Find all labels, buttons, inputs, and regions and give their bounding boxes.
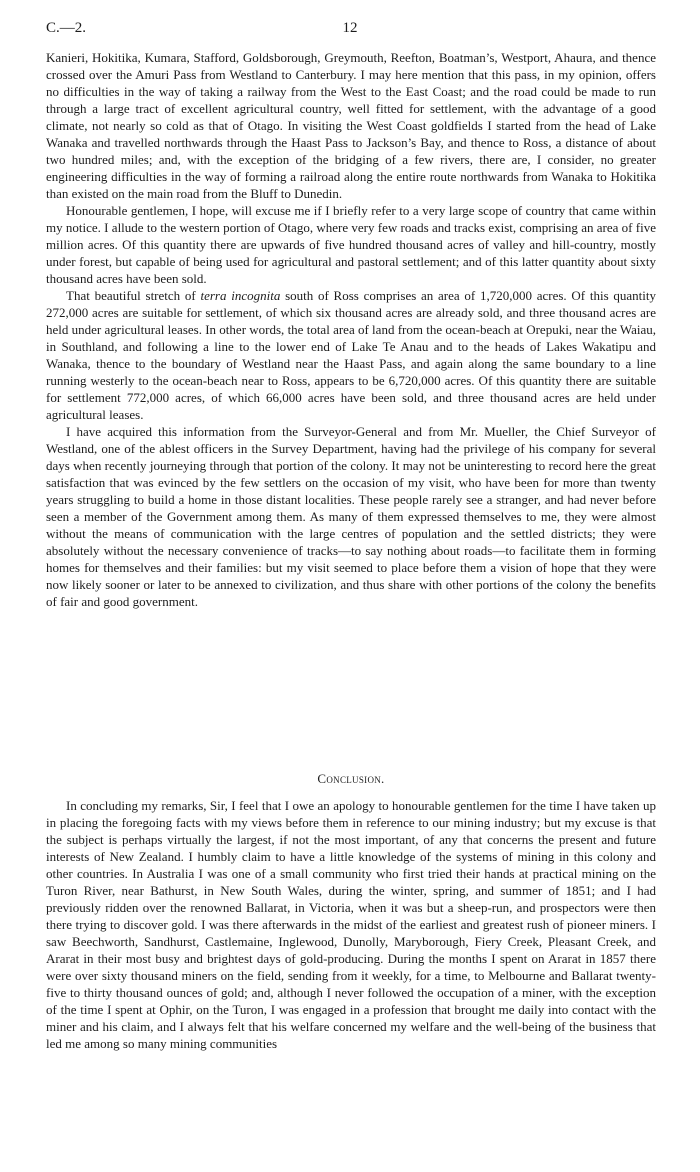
paragraph-terra-incognita (46, 287, 656, 423)
terra-italic-text: terra incognita (200, 288, 281, 303)
body-text-upper (46, 49, 656, 610)
running-header (46, 20, 654, 42)
terra-rest-text: south of Ross comprises an area of 1,720,000 acres. Of this quantity 272,000 acres are suitable for settlement, of which six thousand acres are already sold, and three thousand acres are held under agricultural leases. In other words, the total area of land from the ocean-beach at Orepuki, near the Waiau, in Southland, and following a line to the lower end of Lake Te Anau and to the heads of Lakes Wakatipu and Wanaka, thence to the boundary of Westland near the Haast Pass, and again along the same boundary to a line running westerly to the ocean-beach near to Ross, appears to be 6,720,000 acres. Of this quantity there are suitable for settlement 772,000 acres, of which 66,000 acres have been sold, and three thousand acres are held under agricultural leases. (46, 288, 656, 422)
page-number: 12 (342, 20, 358, 36)
section-heading-conclusion: Conclusion. (317, 771, 385, 786)
paragraph-surveyor-general: I have acquired this information from the Surveyor-General and from Mr. Mueller, the Chief Surveyor of Westland, one of the ablest officers in the Survey Department, having had the privilege of his company for several days when recently journeying through that portion of the colony. It may not be uninteresting to record here the great satisfaction that was evinced by the few settlers on the occasion of my visit, who have been for more than twenty years struggling to build a home in those distant localities. These people rarely see a stranger, and had never before seen a member of the Government among them. As many of them expressed themselves to me, they were almost without the means of communication with the large centres of population and the settled districts; they were absolutely without the necessary convenience of tracks—to say nothing about roads—to facilitate them in forming homes for themselves and their families: but my visit seemed to place before them a vision of hope that they were now likely sooner or later to be annexed to civilization, and thus share with other portions of the colony the benefits of fair and good government. (46, 424, 656, 609)
paragraph-western-otago: Honourable gentlemen, I hope, will excuse me if I briefly refer to a very large scope of country that came within my notice. I allude to the western portion of Otago, where very few roads and tracks exist, comprising an area of five million acres. Of this quantity there are upwards of five hundred thousand acres of valley and hill-country, mostly under forest, but capable of being used for agricultural and pastoral settlement; and of this latter quantity about sixty thousand acres have been sold. (46, 203, 656, 286)
paragraph-conclusion: In concluding my remarks, Sir, I feel that I owe an apology to honourable gentlemen for the time I have taken up in placing the foregoing facts with my views before them in reference to our mining industry; but my excuse is that the subject is perhaps virtually the largest, if not the most important, of any that concerns the present and future interests of New Zealand. I humbly claim to have a little knowledge of the systems of mining in this colony and other countries. In Australia I was one of a small community who first tried their hands at practical mining on the Turon River, near Bathurst, in New South Wales, during the winter, spring, and summer of 1851; and I had previously ridden over the renowned Ballarat, in Victoria, when it was but a sheep-run, and prospectors were then there trying to discover gold. I was there afterwards in the midst of the earliest and greatest rush of pioneer miners. I saw Beechworth, Sandhurst, Castlemaine, Inglewood, Dunolly, Maryborough, Fiery Creek, Pleasant Creek, and Ararat in their most busy and brightest days of gold-producing. During the months I spent on Ararat in 1857 there were over sixty thousand miners on the field, sending from it weekly, for a time, to Melbourne and Ballarat twenty-five to thirty thousand ounces of gold; and, although I never followed the occupation of a miner, with the exception of the time I spent at Ophir, on the Turon, I was engaged in a profession that brought me daily into contact with the miner and his claim, and I always felt that his welfare concerned my welfare and the well-being of the business that led me among so many mining communities (46, 798, 656, 1051)
terra-lead-text: That beautiful stretch of (66, 288, 201, 303)
paper-reference: C.—2. (46, 20, 87, 36)
body-text-lower (46, 797, 656, 1052)
paragraph-continued: Kanieri, Hokitika, Kumara, Stafford, Goldsborough, Greymouth, Reefton, Boatman’s, Westport, Ahaura, and thence crossed over the Amuri Pass from Westland to Canterbury. I may here mention that this pass, in my opinion, offers no difficulties in the way of taking a railway from the West to the East Coast; and the road could be made to run through a large tract of excellent agricultural country, well fitted for settlement, with the advantage of a good climate, not nearly so cold as that of Otago. In visiting the West Coast goldfields I started from the head of Lake Wanaka and travelled northwards through the Haast Pass to Jackson’s Bay, and thence to Ross, a distance of about two hundred miles; and, with the exception of the bridging of a few rivers, there are, I consider, no greater engineering difficulties in the way of forming a railroad along the entire route northwards from Wanaka to Hokitika than existed on the main road from the Bluff to Dunedin. (46, 50, 656, 201)
